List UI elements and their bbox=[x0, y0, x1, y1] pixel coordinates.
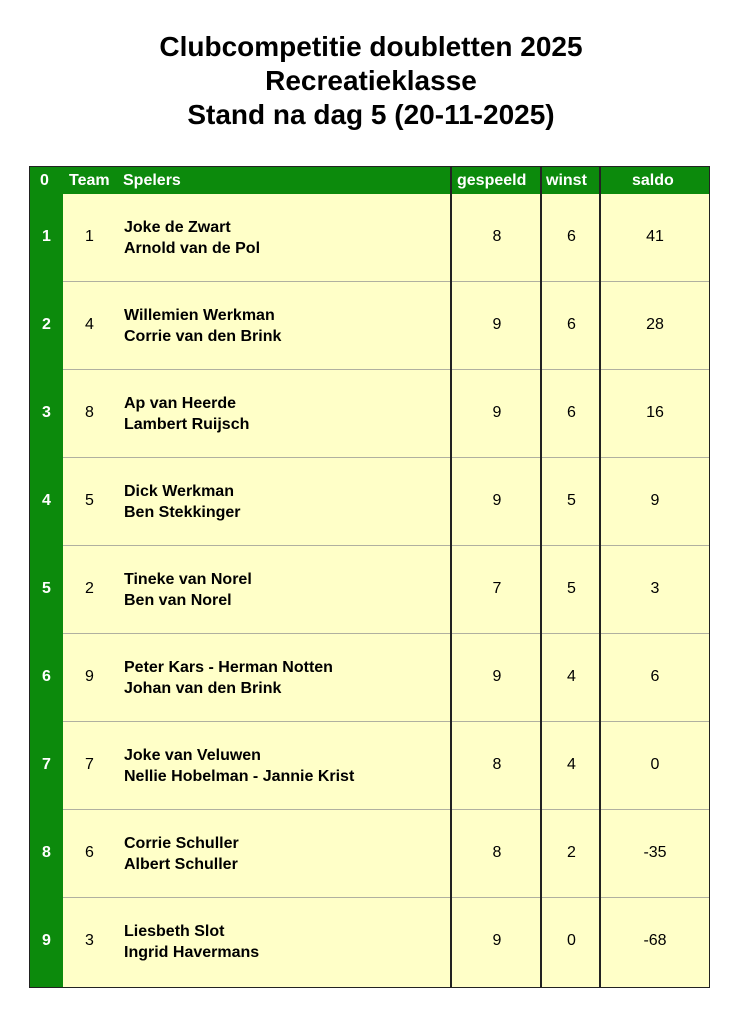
table-row bbox=[42, 898, 709, 986]
players-cell bbox=[124, 393, 249, 435]
played-cell: 9 bbox=[492, 404, 502, 421]
header-played: gespeeld bbox=[457, 172, 527, 189]
wins-cell: 0 bbox=[567, 932, 576, 949]
table-row bbox=[42, 282, 709, 370]
played-cell: 8 bbox=[492, 228, 502, 245]
team-cell: 5 bbox=[85, 492, 94, 509]
rank-cell: 6 bbox=[42, 668, 51, 685]
wins-cell: 2 bbox=[567, 844, 576, 861]
header-players: Spelers bbox=[123, 172, 181, 189]
balance-cell: 6 bbox=[650, 668, 660, 685]
rank-cell: 3 bbox=[42, 404, 51, 421]
played-cell: 9 bbox=[492, 668, 502, 685]
team-cell: 4 bbox=[85, 316, 94, 333]
balance-cell: 0 bbox=[650, 756, 660, 773]
players-cell bbox=[124, 833, 239, 875]
balance-cell: 16 bbox=[646, 404, 664, 421]
players-cell bbox=[124, 745, 354, 787]
player-2: Ingrid Havermans bbox=[124, 944, 260, 961]
title-line-3: Stand na dag 5 (20-11-2025) bbox=[187, 99, 555, 130]
players-cell bbox=[124, 921, 259, 963]
table-header bbox=[30, 167, 709, 194]
table-row bbox=[42, 546, 709, 634]
player-2: Nellie Hobelman - Jannie Krist bbox=[124, 768, 355, 785]
players-cell bbox=[124, 481, 240, 523]
wins-cell: 6 bbox=[567, 228, 576, 245]
players-cell bbox=[124, 569, 252, 611]
player-1: Joke de Zwart bbox=[124, 219, 231, 236]
rank-cell: 5 bbox=[42, 580, 51, 597]
rank-cell: 8 bbox=[42, 844, 51, 861]
player-2: Arnold van de Pol bbox=[124, 240, 261, 257]
rank-cell: 4 bbox=[42, 492, 51, 509]
player-1: Ap van Heerde bbox=[124, 395, 237, 412]
players-cell bbox=[124, 305, 281, 347]
title-line-1: Clubcompetitie doubletten 2025 bbox=[159, 31, 583, 62]
table-row bbox=[42, 634, 709, 722]
page-title bbox=[0, 30, 742, 132]
player-2: Johan van den Brink bbox=[124, 680, 282, 697]
played-cell: 8 bbox=[492, 844, 502, 861]
table-row bbox=[42, 194, 709, 282]
player-1: Liesbeth Slot bbox=[124, 923, 225, 940]
column-divider bbox=[450, 167, 452, 987]
header-wins: winst bbox=[546, 172, 587, 189]
player-1: Tineke van Norel bbox=[124, 571, 252, 588]
column-divider bbox=[540, 167, 542, 987]
played-cell: 8 bbox=[492, 756, 502, 773]
team-cell: 1 bbox=[85, 228, 94, 245]
player-1: Peter Kars - Herman Notten bbox=[124, 659, 333, 676]
balance-cell: 9 bbox=[650, 492, 660, 509]
rank-cell: 9 bbox=[42, 932, 51, 949]
wins-cell: 6 bbox=[567, 404, 576, 421]
player-2: Corrie van den Brink bbox=[124, 328, 282, 345]
header-team: Team bbox=[69, 172, 110, 189]
team-cell: 9 bbox=[85, 668, 94, 685]
player-2: Lambert Ruijsch bbox=[124, 416, 250, 433]
rank-cell: 1 bbox=[42, 228, 51, 245]
played-cell: 9 bbox=[492, 316, 502, 333]
player-1: Corrie Schuller bbox=[124, 835, 239, 852]
player-2: Ben Stekkinger bbox=[124, 504, 241, 521]
team-cell: 8 bbox=[85, 404, 94, 421]
wins-cell: 4 bbox=[567, 668, 576, 685]
balance-cell: 41 bbox=[646, 228, 664, 245]
player-2: Ben van Norel bbox=[124, 592, 232, 609]
header-rank: 0 bbox=[40, 172, 49, 189]
rank-cell: 7 bbox=[42, 756, 51, 773]
balance-cell: -68 bbox=[643, 932, 667, 949]
player-1: Willemien Werkman bbox=[124, 307, 275, 324]
wins-cell: 5 bbox=[567, 580, 576, 597]
column-divider bbox=[599, 167, 601, 987]
player-1: Dick Werkman bbox=[124, 483, 234, 500]
team-cell: 7 bbox=[85, 756, 94, 773]
player-1: Joke van Veluwen bbox=[124, 747, 261, 764]
header-balance: saldo bbox=[632, 172, 674, 189]
wins-cell: 5 bbox=[567, 492, 576, 509]
player-2: Albert Schuller bbox=[124, 856, 238, 873]
balance-cell: -35 bbox=[643, 844, 667, 861]
standings-table bbox=[29, 166, 710, 988]
title-line-2: Recreatieklasse bbox=[265, 65, 477, 96]
balance-cell: 3 bbox=[650, 580, 660, 597]
team-cell: 3 bbox=[85, 932, 94, 949]
table-row bbox=[42, 810, 709, 898]
wins-cell: 6 bbox=[567, 316, 576, 333]
played-cell: 7 bbox=[492, 580, 502, 597]
rank-cell: 2 bbox=[42, 316, 51, 333]
table-row bbox=[42, 370, 709, 458]
table-row bbox=[42, 722, 709, 810]
team-cell: 6 bbox=[85, 844, 94, 861]
played-cell: 9 bbox=[492, 932, 502, 949]
table-row bbox=[42, 458, 709, 546]
wins-cell: 4 bbox=[567, 756, 576, 773]
players-cell bbox=[124, 217, 260, 259]
team-cell: 2 bbox=[85, 580, 94, 597]
players-cell bbox=[124, 657, 333, 699]
played-cell: 9 bbox=[492, 492, 502, 509]
balance-cell: 28 bbox=[646, 316, 664, 333]
